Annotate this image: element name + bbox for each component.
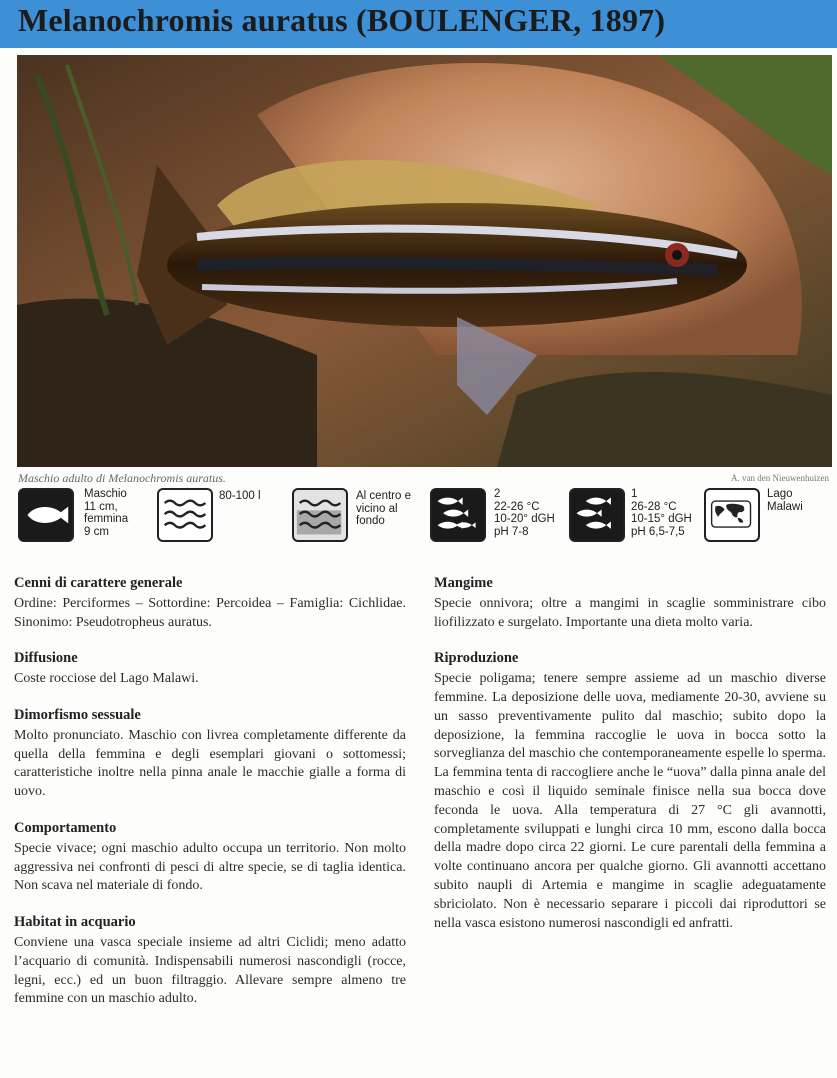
world-map-icon (704, 488, 760, 542)
heading-mangime: Mangime (434, 575, 493, 591)
text-dimorfismo: Molto pronunciato. Maschio con livrea completamente differente da quella della femmina e degli esemplari giovani o sottomessi; caratteristiche inoltre nella pinna anale le macchie gialle a forma di uovo. (14, 727, 406, 800)
fish-size-icon (18, 488, 74, 542)
heading-diffusione: Diffusione (14, 650, 78, 667)
text-diffusione: Coste rocciose del Lago Malawi. (14, 671, 199, 687)
heading-comportamento: Comportamento (14, 819, 117, 836)
swim-zone-icon (292, 488, 348, 542)
size-text: Maschio 11 cm, femmina 9 cm (84, 488, 129, 538)
heading-generale: Cenni di carattere generale (14, 575, 183, 591)
swim-zone-text: Al centro e vicino al fondo (356, 490, 411, 527)
title-bar (0, 0, 837, 48)
photo-caption: Maschio adulto di Melanochromis auratus. (18, 471, 226, 485)
fish-photo (17, 55, 832, 467)
fish-group-2-icon (430, 488, 486, 542)
text-comportamento: Specie vivace; ogni maschio adulto occupa un territorio. Non molto aggressiva nei confronti di pesci di altre specie, se di taglia identica. Non scava nel materiale di fondo. (14, 840, 406, 894)
left-column (14, 574, 406, 1026)
right-column (434, 574, 826, 950)
info-icon-strip (0, 484, 837, 554)
photo-credit: A. van den Nieuwenhuizen (731, 473, 829, 483)
heading-riproduzione: Riproduzione (434, 650, 519, 667)
text-mangime: Specie onnivora; oltre a mangimi in scaglie somministrare cibo liofilizzato e surgelato. Importante una dieta molto varia. (434, 595, 826, 630)
volume-text: 80-100 l (219, 490, 261, 502)
water-params-1: 2 22-26 °C 10-20° dGH pH 7-8 (494, 488, 555, 538)
tank-volume-icon (157, 488, 213, 542)
text-riproduzione: Specie poligama; tenere sempre assieme ad un maschio diverse femmine. La deposizione delle uova, mediamente 20-30, avviene su un sasso preventivamente pulito dal maschio; subito dopo la deposizione, la femmina raccoglie le uova in bocca sotto la sorveglianza del maschio che contemporaneamente espelle lo sperma. La femmina tenta di raccogliere anche le “uova” dalla pinna anale del maschio e così il liquido seminale finisce nella sua bocca dove feconda le uova. Alla temperatura di 27 °C gli avannotti, completamente sviluppati e lunghi circa 10 mm, escono dalla bocca della madre dopo circa 22 giorni. Le cure parentali della femmina a volte continuano ancora per qualche giorno. Gli avannotti accettano subito naupli di Artemia e mangime in scaglie adeguatamente sbriciolato. Non è necessario separare i piccoli dai riproduttori se nella vasca esistono numerosi nascondigli ed anfratti. (434, 671, 826, 931)
origin-text: Lago Malawi (767, 488, 803, 513)
heading-dimorfismo: Dimorfismo sessuale (14, 706, 141, 723)
text-generale: Ordine: Perciformes – Sottordine: Percoidea – Famiglia: Cichlidae. Sinonimo: Pseudotropheus auratus. (14, 595, 406, 630)
page-title: Melanochromis auratus (BOULENGER, 1897) (18, 2, 666, 38)
water-params-2: 1 26-28 °C 10-15° dGH pH 6,5-7,5 (631, 488, 692, 538)
heading-habitat: Habitat in acquario (14, 914, 136, 931)
text-habitat: Conviene una vasca speciale insieme ad altri Ciclidi; meno adatto l’acquario di comunità. Indispensabili numerosi nascondigli (rocce, legni, ecc.) ed un buon filtraggio. Allevare sempre almeno tre femmine con un maschio adulto. (14, 934, 406, 1007)
fish-group-1-icon (569, 488, 625, 542)
